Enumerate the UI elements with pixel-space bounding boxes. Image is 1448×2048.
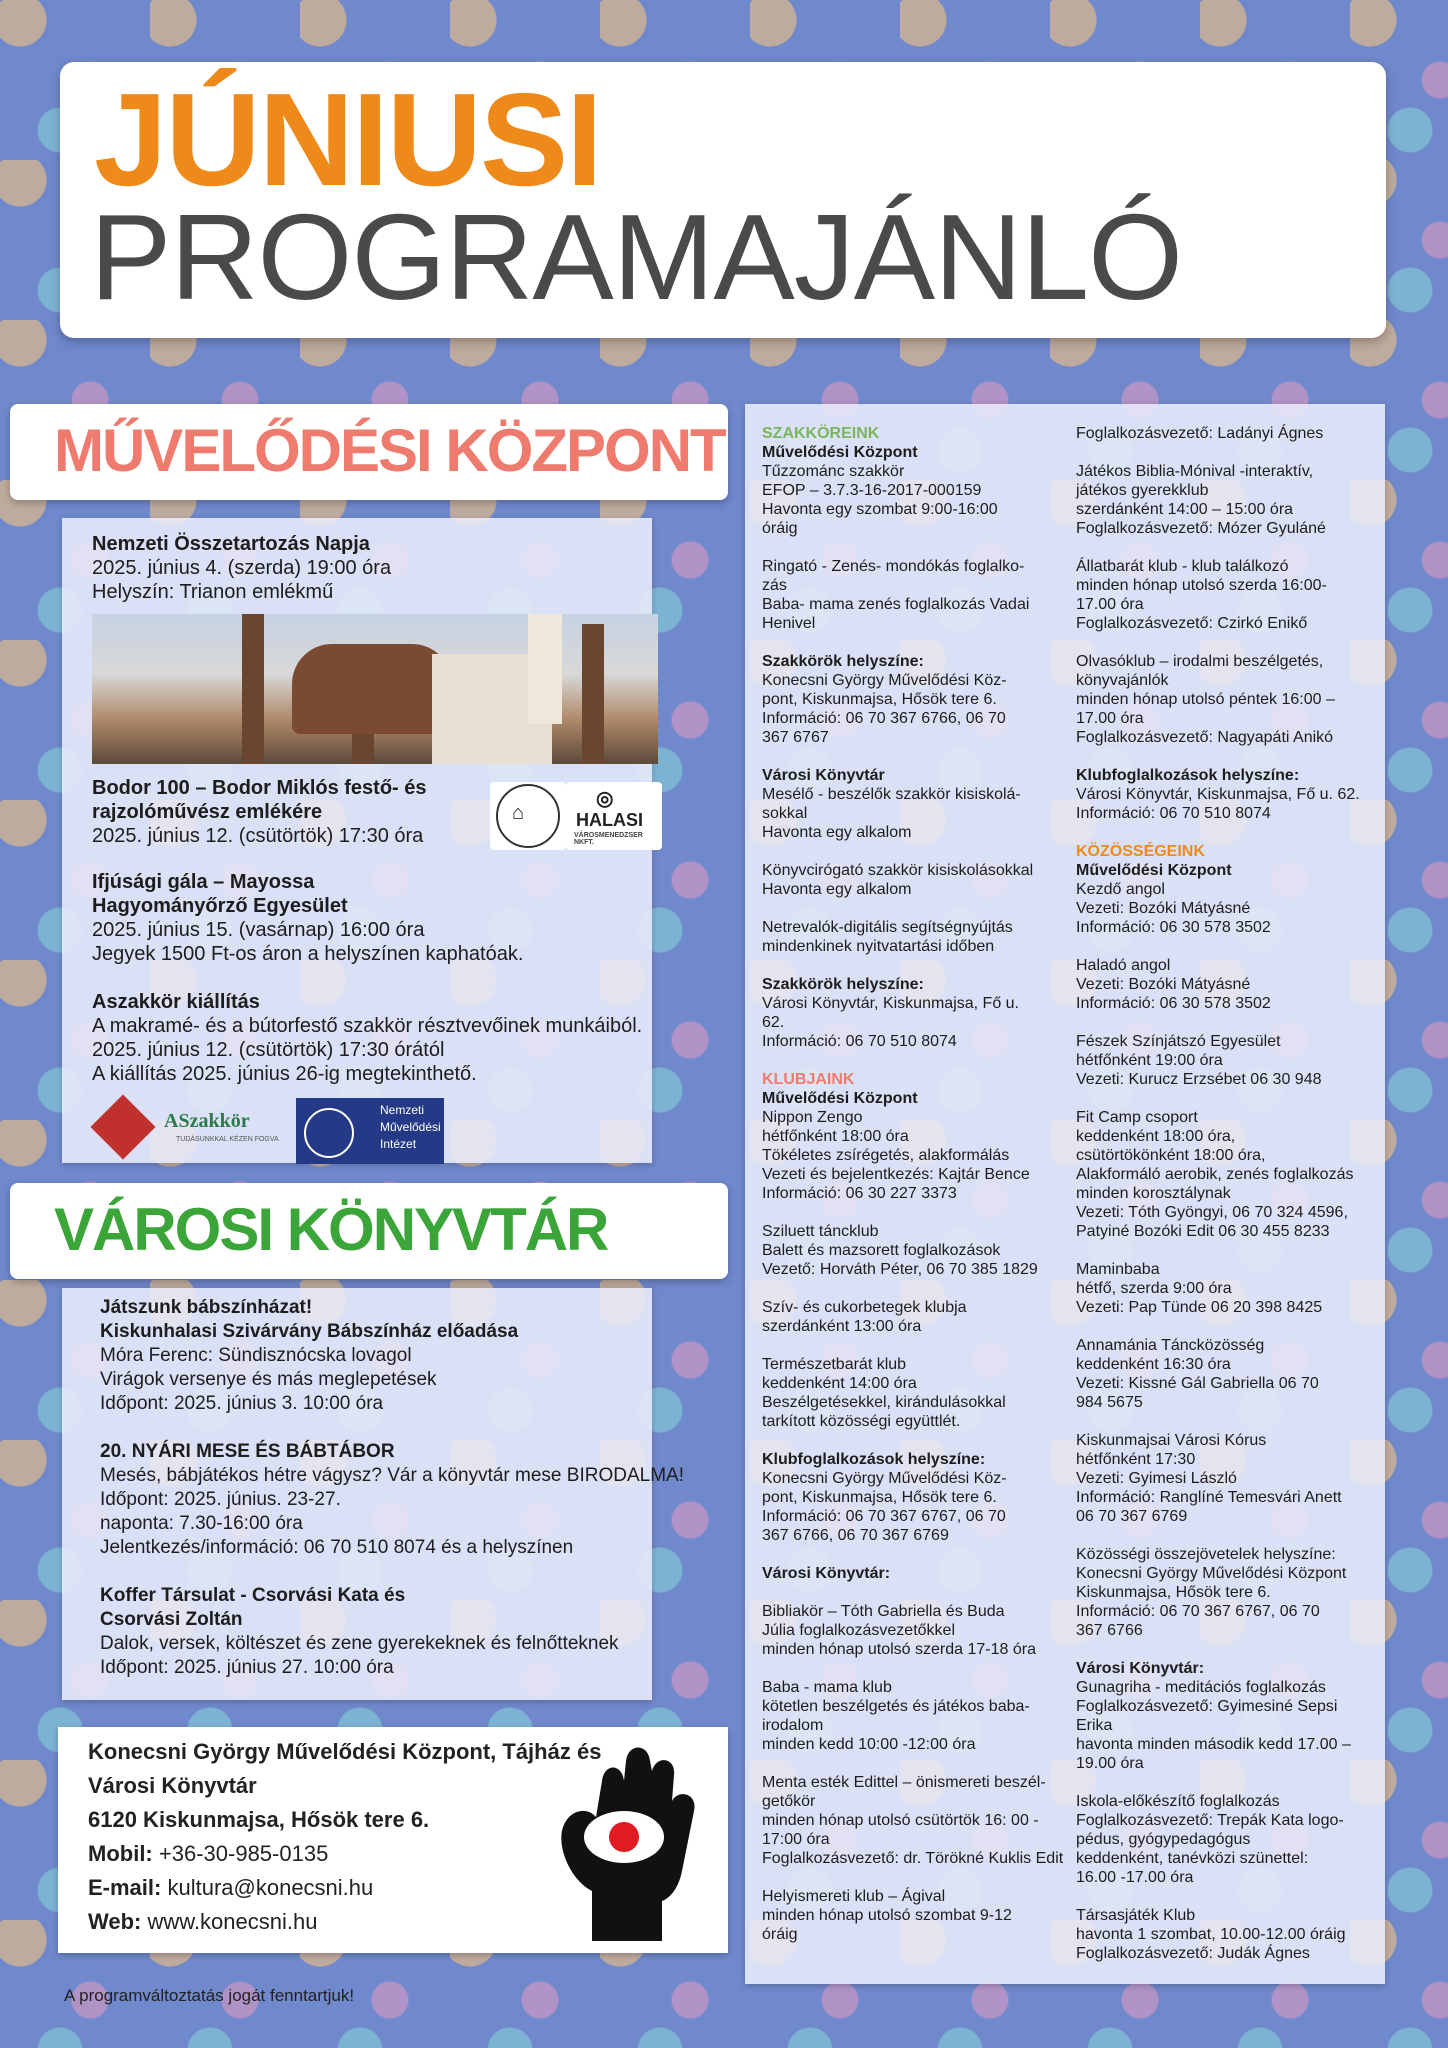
spacer <box>762 1336 1063 1355</box>
program-line: 17.00 óra <box>1076 596 1144 613</box>
spacer <box>1076 1640 1360 1659</box>
spacer <box>762 1051 1063 1070</box>
event-line: Virágok versenye és más meglepetések <box>100 1369 437 1390</box>
program-line: Játékos Biblia-Mónival -interaktív, <box>1076 463 1314 480</box>
program-line: Szakkörök helyszíne: <box>762 976 924 993</box>
section-heading: KLUBJAINK <box>762 1071 855 1088</box>
event-date: 2025. június 12. (csütörtök) 17:30 óra <box>92 825 424 847</box>
program-line: Foglalkozásvezető: dr. Törökné Kuklis Edit <box>762 1850 1064 1867</box>
spacer <box>762 1868 1063 1887</box>
event-title-2: Csorvási Zoltán <box>100 1609 243 1630</box>
event-date: 2025. június 4. (szerda) 19:00 óra <box>92 557 392 579</box>
program-line: minden hónap utolsó szerda 17-18 óra <box>762 1641 1036 1658</box>
program-line: Konecsni György Művelődési Köz- <box>762 1470 1007 1487</box>
program-line: minden hónap utolsó csütörtök 16: 00 - <box>762 1812 1039 1829</box>
program-line: Művelődési Központ <box>762 444 918 461</box>
program-line: 16.00 -17.00 óra <box>1076 1869 1194 1886</box>
program-line: Konecsni György Művelődési Köz- <box>762 672 1007 689</box>
spacer <box>762 899 1063 918</box>
event-line: Dalok, versek, költészet és zene gyerekeknek és felnőtteknek <box>100 1633 619 1654</box>
program-line: minden korosztálynak <box>1076 1185 1231 1202</box>
program-line: Kezdő angol <box>1076 881 1165 898</box>
aszakkor-emblem-icon <box>90 1094 155 1159</box>
program-line: Természetbarát klub <box>762 1356 907 1373</box>
program-line: Fészek Színjátszó Egyesület <box>1076 1033 1281 1050</box>
spacer <box>762 1583 1063 1602</box>
konyvtar-heading: VÁROSI KÖNYVTÁR <box>54 1196 608 1263</box>
web-link[interactable]: www.konecsni.hu <box>147 1909 318 1934</box>
program-line: minden hónap utolsó szerda 16:00- <box>1076 577 1327 594</box>
program-line: Fit Camp csoport <box>1076 1109 1198 1126</box>
program-line: Havonta egy szombat 9:00-16:00 <box>762 501 998 518</box>
event-title: 20. NYÁRI MESE ÉS BÁBTÁBOR <box>100 1441 395 1462</box>
title-line-2: PROGRAMAJÁNLÓ <box>90 189 1182 325</box>
program-line: Alakformáló aerobik, zenés foglalkozás <box>1076 1166 1354 1183</box>
event-until: A kiállítás 2025. június 26-ig megtekinthető. <box>92 1063 477 1085</box>
event-time: naponta: 7.30-16:00 óra <box>100 1513 303 1534</box>
event-title-2: Hagyományőrző Egyesület <box>92 895 348 917</box>
email-address[interactable]: kultura@konecsni.hu <box>167 1875 374 1900</box>
spacer <box>1076 1412 1360 1431</box>
spacer <box>762 633 1063 652</box>
event-title-2: Kiskunhalasi Szivárvány Bábszínház előadása <box>100 1321 519 1342</box>
muvelodesi-heading: MŰVELŐDÉSI KÖZPONT <box>54 417 725 484</box>
event-bodor-100 <box>92 776 427 848</box>
program-line: Haladó angol <box>1076 957 1171 974</box>
spacer <box>762 956 1063 975</box>
program-line: irodalom <box>762 1717 824 1734</box>
event-nyari-mese <box>100 1440 684 1560</box>
thorma-museum-logo: ⌂ <box>490 782 566 850</box>
program-line: Havonta egy alkalom <box>762 824 912 841</box>
program-line: Júlia foglalkozásvezetőkkel <box>762 1622 955 1639</box>
program-line: Társasjáték Klub <box>1076 1907 1196 1924</box>
muvelodesi-banner <box>10 404 728 500</box>
email-label: E-mail: <box>88 1875 162 1900</box>
program-line: Vezeti: Bozóki Mátyásné <box>1076 900 1251 917</box>
event-nemzeti-osszetartozas <box>92 532 391 604</box>
program-line: Bibliakör – Tóth Gabriella és Buda <box>762 1603 1005 1620</box>
program-line: Erika <box>1076 1717 1113 1734</box>
program-line: minden hónap utolsó szombat 9-12 <box>762 1907 1012 1924</box>
program-line: getőkör <box>762 1793 816 1810</box>
program-line: hétfőnként 17:30 <box>1076 1451 1196 1468</box>
program-line: Információ: 06 70 510 8074 <box>1076 805 1271 822</box>
contact-details <box>88 1735 601 1939</box>
program-line: Információ: 06 70 367 6767, 06 70 <box>1076 1603 1320 1620</box>
spacer <box>1076 633 1360 652</box>
program-line: Foglalkozásvezető: Gyimesiné Sepsi <box>1076 1698 1338 1715</box>
contact-address: 6120 Kiskunmajsa, Hősök tere 6. <box>88 1807 430 1832</box>
program-line: minden hónap utolsó péntek 16:00 – <box>1076 691 1335 708</box>
program-line: Iskola-előkészítő foglalkozás <box>1076 1793 1280 1810</box>
program-line: 17.00 óra <box>1076 710 1144 727</box>
event-title: Koffer Társulat - Csorvási Kata és <box>100 1585 406 1606</box>
program-line: Klubfoglalkozások helyszíne: <box>762 1451 986 1468</box>
spacer <box>1076 747 1360 766</box>
program-line: havonta minden második kedd 17.00 – <box>1076 1736 1351 1753</box>
program-line: Vezeti: Tóth Gyöngyi, 06 70 324 4596, <box>1076 1204 1348 1221</box>
spacer <box>1076 937 1360 956</box>
program-line: keddenként 14:00 óra <box>762 1375 917 1392</box>
nmi-line-1: Nemzeti <box>380 1103 425 1117</box>
section-heading: SZAKKÖREINK <box>762 425 880 442</box>
program-line: Sziluett táncklub <box>762 1223 879 1240</box>
spacer <box>1076 1241 1360 1260</box>
program-line: Balett és mazsorett foglalkozások <box>762 1242 1001 1259</box>
event-date: Időpont: 2025. június 3. 10:00 óra <box>100 1393 384 1414</box>
program-line: Annamánia Táncközösség <box>1076 1337 1265 1354</box>
program-line: Foglalkozásvezető: Nagyapáti Anikó <box>1076 729 1334 746</box>
event-location: Helyszín: Trianon emlékmű <box>92 581 334 603</box>
event-line: Mesés, bábjátékos hétre vágysz? Vár a könyvtár mese BIRODALMA! <box>100 1465 684 1486</box>
event-title: Ifjúsági gála – Mayossa <box>92 871 315 893</box>
trianon-memorial-photo <box>92 614 658 764</box>
program-line: Klubfoglalkozások helyszíne: <box>1076 767 1300 784</box>
program-line: 19.00 óra <box>1076 1755 1144 1772</box>
mobile-label: Mobil: <box>88 1841 153 1866</box>
program-line: kötetlen beszélgetés és játékos baba- <box>762 1698 1030 1715</box>
program-line: hétfőnként 19:00 óra <box>1076 1052 1223 1069</box>
program-line: sokkal <box>762 805 808 822</box>
program-line: Információ: 06 30 227 3373 <box>762 1185 957 1202</box>
event-aszakkor-kiallitas <box>92 990 642 1086</box>
program-line: Foglalkozásvezető: Czirkó Enikő <box>1076 615 1308 632</box>
program-line: szerdánként 13:00 óra <box>762 1318 922 1335</box>
programs-column-2 <box>1076 424 1360 1963</box>
title-card <box>60 62 1386 338</box>
program-line: zás <box>762 577 787 594</box>
contact-org-1: Konecsni György Művelődési Központ, Tájház és <box>88 1739 602 1764</box>
event-line: Móra Ferenc: Sündisznócska lovagol <box>100 1345 412 1366</box>
program-line: Vezeti: Kurucz Erzsébet 06 30 948 <box>1076 1071 1322 1088</box>
program-line: EFOP – 3.7.3-16-2017-000159 <box>762 482 982 499</box>
contact-box <box>58 1727 728 1953</box>
spacer <box>762 747 1063 766</box>
program-line: Olvasóklub – irodalmi beszélgetés, <box>1076 653 1324 670</box>
program-line: pont, Kiskunmajsa, Hősök tere 6. <box>762 691 997 708</box>
program-line: tarkított közösségi együttlét. <box>762 1413 961 1430</box>
konyvtar-banner <box>10 1183 728 1279</box>
program-line: Havonta egy alkalom <box>762 881 912 898</box>
program-line: Ringató - Zenés- mondókás foglalko- <box>762 558 1025 575</box>
event-ticket-info: Jegyek 1500 Ft-os áron a helyszínen kaphatóak. <box>92 943 524 965</box>
program-line: óráig <box>762 1926 798 1943</box>
halasi-sub: VÁROSMENEDZSER NKFT. <box>574 832 643 846</box>
program-line: Információ: 06 70 367 6766, 06 70 <box>762 710 1006 727</box>
event-contact: Jelentkezés/információ: 06 70 510 8074 és a helyszínen <box>100 1537 574 1558</box>
program-line: Beszélgetésekkel, kirándulásokkal <box>762 1394 1006 1411</box>
program-line: 06 70 367 6769 <box>1076 1508 1188 1525</box>
program-line: Baba- mama zenés foglalkozás Vadai <box>762 596 1030 613</box>
program-line: 367 6766, 06 70 367 6769 <box>762 1527 949 1544</box>
program-line: keddenként, tanévközi szünettel: <box>1076 1850 1309 1867</box>
program-line: szerdánként 14:00 – 15:00 óra <box>1076 501 1294 518</box>
footer-note: A programváltoztatás jogát fenntartjuk! <box>64 1986 355 2005</box>
program-line: Városi Könyvtár: <box>762 1565 891 1582</box>
program-line: 62. <box>762 1014 785 1031</box>
program-line: Netrevalók-digitális segítségnyújtás <box>762 919 1013 936</box>
spacer <box>1076 1887 1360 1906</box>
program-line: Információ: 06 70 367 6767, 06 70 <box>762 1508 1006 1525</box>
program-line: keddenként 16:30 óra <box>1076 1356 1231 1373</box>
program-line: Konecsni György Művelődési Központ <box>1076 1565 1347 1582</box>
program-line: Vezeti: Pap Tünde 06 20 398 8425 <box>1076 1299 1323 1316</box>
program-line: Információ: Ranglíné Temesvári Anett <box>1076 1489 1342 1506</box>
program-line: Tökéletes zsírégetés, alakformálás <box>762 1147 1010 1164</box>
program-line: Szakkörök helyszíne: <box>762 653 924 670</box>
nmi-line-3: Intézet <box>380 1137 417 1151</box>
hand-eye-logo-icon <box>552 1741 722 1941</box>
spacer <box>762 1203 1063 1222</box>
event-date: 2025. június 15. (vasárnap) 16:00 óra <box>92 919 425 941</box>
program-line: Művelődési Központ <box>1076 862 1232 879</box>
program-line: Kiskunmajsai Városi Kórus <box>1076 1432 1267 1449</box>
program-line: Foglalkozásvezető: Mózer Gyuláné <box>1076 520 1326 537</box>
program-line: Állatbarát klub - klub találkozó <box>1076 558 1289 575</box>
nmi-logo <box>296 1098 444 1164</box>
program-line: Foglalkozásvezető: Ladányi Ágnes <box>1076 425 1324 442</box>
program-line: Maminbaba <box>1076 1261 1160 1278</box>
program-line: csütörtökönként 18:00 óra, <box>1076 1147 1266 1164</box>
program-line: Baba - mama klub <box>762 1679 892 1696</box>
halasi-logo: ◎ HALASI VÁROSMENEDZSER NKFT. <box>566 782 662 850</box>
event-description: A makramé- és a bútorfestő szakkör résztvevőinek munkáiból. <box>92 1015 643 1037</box>
event-date: Időpont: 2025. június. 23-27. <box>100 1489 341 1510</box>
program-line: Vezeti: Kissné Gál Gabriella 06 70 <box>1076 1375 1319 1392</box>
program-line: Közösségi összejövetelek helyszíne: <box>1076 1546 1336 1563</box>
program-line: Városi Könyvtár <box>762 767 885 784</box>
program-line: Foglalkozásvezető: Judák Ágnes <box>1076 1945 1310 1962</box>
program-line: játékos gyerekklub <box>1076 482 1209 499</box>
program-line: Városi Könyvtár, Kiskunmajsa, Fő u. <box>762 995 1019 1012</box>
spacer <box>762 1545 1063 1564</box>
event-title: Nemzeti Összetartozás Napja <box>92 533 370 555</box>
aszakkor-sub: TUDÁSUNKKAL KÉZEN FOGVA <box>176 1136 279 1143</box>
event-date: 2025. június 12. (csütörtök) 17:30 órától <box>92 1039 445 1061</box>
program-line: Művelődési Központ <box>762 1090 918 1107</box>
program-line: Információ: 06 30 578 3502 <box>1076 995 1271 1012</box>
section-heading: KÖZÖSSÉGEINK <box>1076 843 1205 860</box>
event-date: Időpont: 2025. június 27. 10:00 óra <box>100 1657 394 1678</box>
mobile-number[interactable]: +36-30-985-0135 <box>158 1841 329 1866</box>
halasi-name: HALASI <box>576 810 643 830</box>
program-line: Menta esték Edittel – önismereti beszél- <box>762 1774 1046 1791</box>
spacer <box>1076 1317 1360 1336</box>
program-line: 984 5675 <box>1076 1394 1143 1411</box>
program-line: Városi Könyvtár: <box>1076 1660 1205 1677</box>
spacer <box>1076 1013 1360 1032</box>
nmi-emblem-icon <box>304 1108 354 1158</box>
spacer <box>762 1659 1063 1678</box>
program-line: Kiskunmajsa, Hősök tere 6. <box>1076 1584 1271 1601</box>
contact-org-2: Városi Könyvtár <box>88 1773 257 1798</box>
program-line: 367 6766 <box>1076 1622 1143 1639</box>
program-line: hétfő, szerda 9:00 óra <box>1076 1280 1232 1297</box>
spacer <box>762 1431 1063 1450</box>
program-line: Patyiné Bozóki Edit 06 30 455 8233 <box>1076 1223 1330 1240</box>
program-line: Vezető: Horváth Péter, 06 70 385 1829 <box>762 1261 1038 1278</box>
event-title: Aszakkör kiállítás <box>92 991 260 1013</box>
aszakkor-logo <box>98 1098 288 1160</box>
program-line: Foglalkozásvezető: Trepák Kata logo- <box>1076 1812 1344 1829</box>
program-line: Helyismereti klub – Ágival <box>762 1888 946 1905</box>
program-line: könyvajánlók <box>1076 672 1169 689</box>
spacer <box>762 1754 1063 1773</box>
event-babszinhaz <box>100 1296 518 1416</box>
program-line: hétfőnként 18:00 óra <box>762 1128 909 1145</box>
program-line: Városi Könyvtár, Kiskunmajsa, Fő u. 62. <box>1076 786 1360 803</box>
spacer <box>1076 1089 1360 1108</box>
spacer <box>762 1279 1063 1298</box>
program-line: Információ: 06 30 578 3502 <box>1076 919 1271 936</box>
program-line: 367 6767 <box>762 729 829 746</box>
program-line: Mesélő - beszélők szakkör kisiskolá- <box>762 786 1021 803</box>
program-line: minden kedd 10:00 -12:00 óra <box>762 1736 976 1753</box>
spacer <box>762 538 1063 557</box>
event-title-2: rajzolóművész emlékére <box>92 801 323 823</box>
program-line: havonta 1 szombat, 10.00-12.00 óráig <box>1076 1926 1346 1943</box>
spacer <box>1076 1773 1360 1792</box>
program-line: Henivel <box>762 615 816 632</box>
spacer <box>1076 443 1360 462</box>
program-line: Vezeti: Gyimesi László <box>1076 1470 1237 1487</box>
program-line: pédus, gyógypedagógus <box>1076 1831 1251 1848</box>
spacer <box>1076 823 1360 842</box>
spacer <box>1076 1526 1360 1545</box>
spacer <box>1076 538 1360 557</box>
nmi-line-2: Művelődési <box>380 1120 441 1134</box>
event-title: Játszunk bábszínházat! <box>100 1297 313 1318</box>
program-line: Gunagriha - meditációs foglalkozás <box>1076 1679 1326 1696</box>
spacer <box>762 842 1063 861</box>
program-line: Nippon Zengo <box>762 1109 863 1126</box>
event-koffer-tarsulat <box>100 1584 619 1680</box>
program-line: Vezeti és bejelentkezés: Kajtár Bence <box>762 1166 1030 1183</box>
title-line-1: JÚNIUSI <box>94 66 601 213</box>
event-ifjusagi-gala <box>92 870 523 966</box>
program-line: keddenként 18:00 óra, <box>1076 1128 1236 1145</box>
event-title: Bodor 100 – Bodor Miklós festő- és <box>92 777 427 799</box>
program-line: pont, Kiskunmajsa, Hősök tere 6. <box>762 1489 997 1506</box>
programs-column-1 <box>762 424 1063 1944</box>
program-line: mindenkinek nyitvatartási időben <box>762 938 995 955</box>
web-label: Web: <box>88 1909 142 1934</box>
program-line: Szív- és cukorbetegek klubja <box>762 1299 967 1316</box>
program-line: Tűzzománc szakkör <box>762 463 905 480</box>
program-line: Könyvcirógató szakkör kisiskolásokkal <box>762 862 1034 879</box>
program-line: Vezeti: Bozóki Mátyásné <box>1076 976 1251 993</box>
program-line: Információ: 06 70 510 8074 <box>762 1033 957 1050</box>
aszakkor-name: ASzakkör <box>164 1110 250 1132</box>
program-line: óráig <box>762 520 798 537</box>
program-line: 17:00 óra <box>762 1831 830 1848</box>
